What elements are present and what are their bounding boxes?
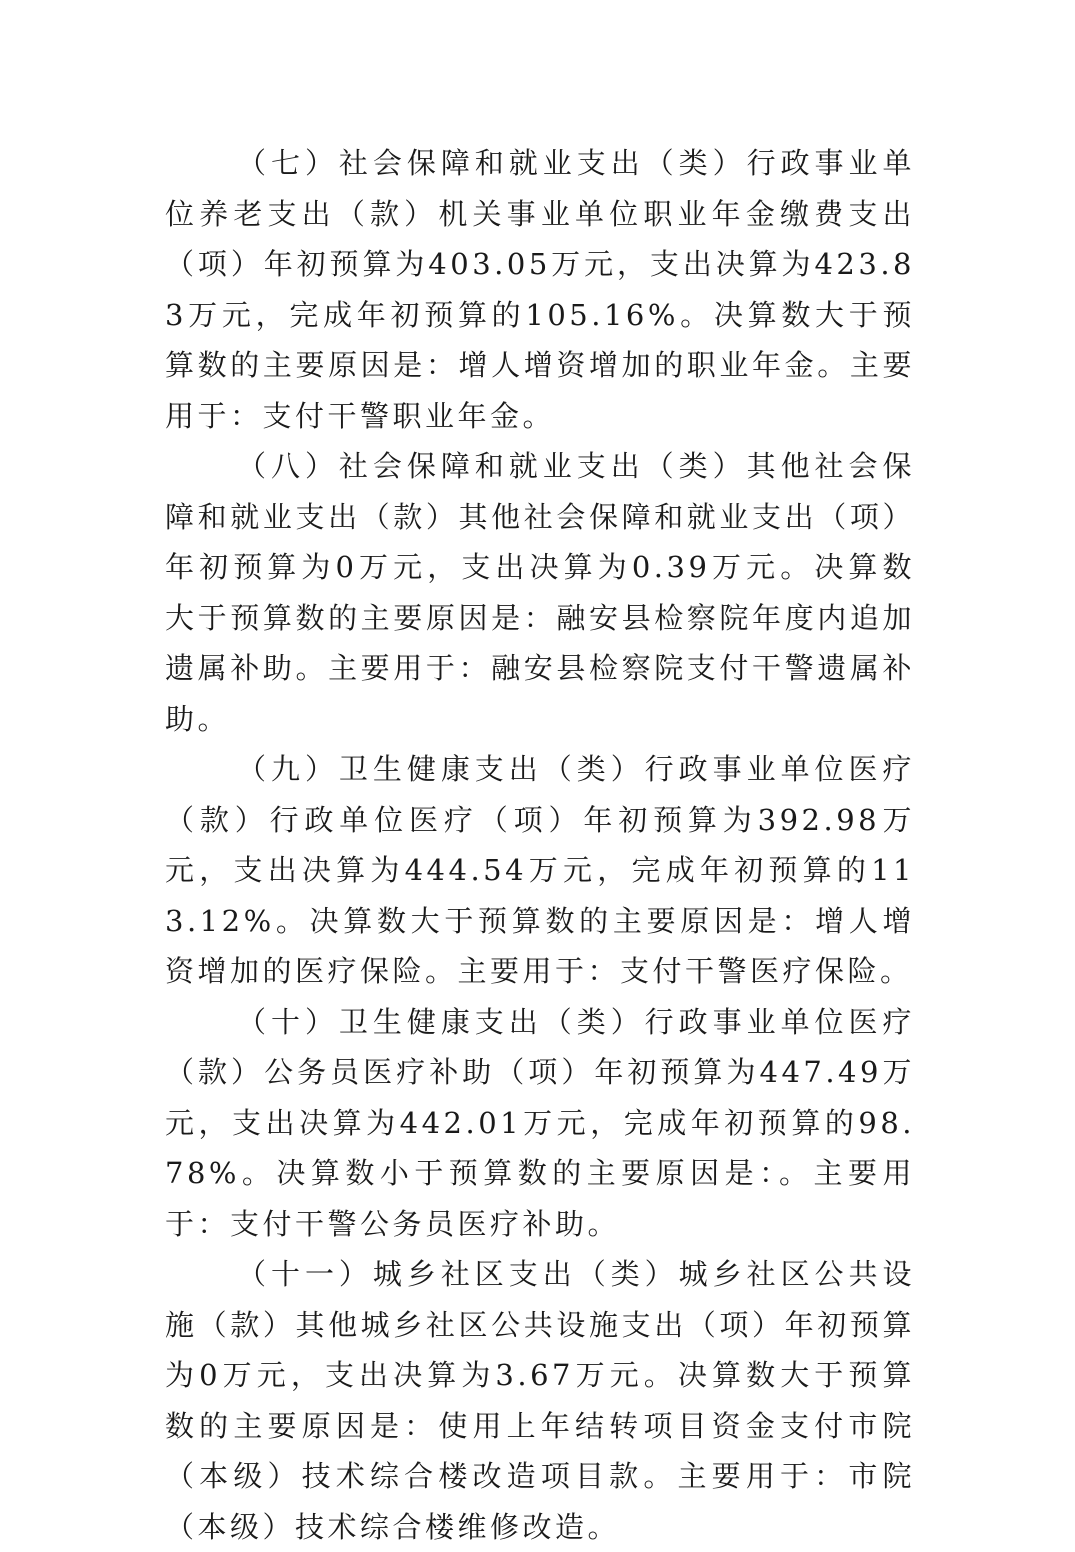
- paragraph-10: （十）卫生健康支出（类）行政事业单位医疗（款）公务员医疗补助（项）年初预算为447.49万元，支出决算为442.01万元，完成年初预算的98.78%。决算数小于预算数的主要原因是：。主要用于：支付干警公务员医疗补助。: [165, 1004, 915, 1241]
- document-body: [165, 138, 915, 1552]
- paragraph-11: （十一）城乡社区支出（类）城乡社区公共设施（款）其他城乡社区公共设施支出（项）年初预算为0万元，支出决算为3.67万元。决算数大于预算数的主要原因是：使用上年结转项目资金支付市院（本级）技术综合楼改造项目款。主要用于：市院（本级）技术综合楼维修改造。: [165, 1257, 915, 1544]
- paragraph-7: （七）社会保障和就业支出（类）行政事业单位养老支出（款）机关事业单位职业年金缴费支出（项）年初预算为403.05万元，支出决算为423.83万元，完成年初预算的105.16%。决算数大于预算数的主要原因是：增人增资增加的职业年金。主要用于：支付干警职业年金。: [165, 146, 915, 433]
- paragraph-9: （九）卫生健康支出（类）行政事业单位医疗（款）行政单位医疗（项）年初预算为392.98万元，支出决算为444.54万元，完成年初预算的113.12%。决算数大于预算数的主要原因是：增人增资增加的医疗保险。主要用于：支付干警医疗保险。: [165, 752, 915, 988]
- paragraph-8: （八）社会保障和就业支出（类）其他社会保障和就业支出（款）其他社会保障和就业支出（项）年初预算为0万元，支出决算为0.39万元。决算数大于预算数的主要原因是：融安县检察院年度内追加遗属补助。主要用于：融安县检察院支付干警遗属补助。: [165, 449, 915, 736]
